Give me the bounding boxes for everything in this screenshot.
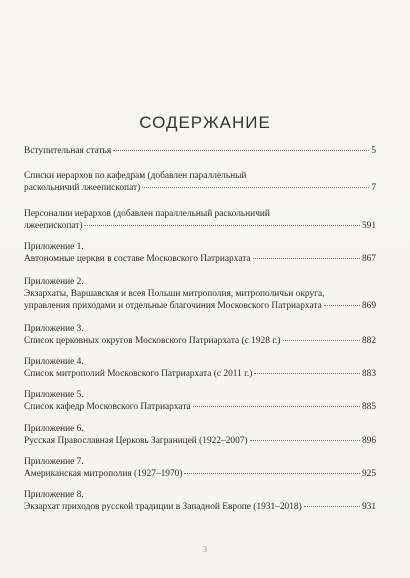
toc-entry-line: Приложение 1.: [24, 242, 84, 252]
leader-dots: [84, 225, 359, 226]
toc-entry: [24, 276, 376, 312]
toc-page-number: 885: [361, 402, 376, 412]
toc-entry-title: Экзархат приходов русской традиции в Западной Европе (1931–2018): [24, 502, 302, 512]
toc-entry-line: Приложение 7.: [24, 457, 84, 467]
toc-line: [24, 501, 376, 513]
toc-line: [24, 300, 376, 312]
toc-entry-line: Приложение 6.: [24, 424, 84, 434]
toc-entry-line: Персоналии иерархов (добавлен параллельный раскольничий: [24, 209, 270, 219]
toc-entry-title: Список митрополий Московского Патриархата (с 2011 г.): [24, 369, 253, 379]
toc-page-number: 882: [361, 336, 376, 346]
toc-line: [24, 368, 376, 380]
leader-dots: [253, 258, 360, 259]
toc-entry-title: Список кафедр Московского Патриархата: [24, 402, 191, 412]
toc-entry-title: управления приходами и отдельные благочиния Московского Патриархата: [24, 301, 322, 311]
toc-entry: [24, 489, 376, 513]
toc-entry-line: Приложение 2.: [24, 277, 84, 287]
leader-dots: [113, 150, 369, 151]
toc-entry-title: Список церковных округов Московского Патриархата (с 1928 г.): [24, 336, 281, 346]
toc-entry-title: Вступительная статья: [24, 146, 112, 156]
leader-dots: [250, 440, 360, 441]
toc-entry-line: Приложение 5.: [24, 390, 84, 400]
toc-entry-title: Автономные церкви в составе Московского Патриархата: [24, 254, 251, 264]
page-footer-number: 3: [203, 545, 207, 554]
toc-entry: [24, 241, 376, 265]
toc-line: [24, 253, 376, 265]
toc-line: [24, 468, 376, 480]
toc-entry: [24, 170, 376, 194]
toc-page-number: 5: [371, 146, 376, 156]
toc-line: [24, 435, 376, 447]
toc-page-number: 896: [361, 436, 376, 446]
toc-page-number: 867: [361, 254, 376, 264]
toc-entry-title: раскольничий лжеепископат): [24, 183, 141, 193]
toc-page-number: 869: [361, 301, 376, 311]
toc-entry-title: лжеепископат): [24, 221, 83, 231]
leader-dots: [142, 187, 369, 188]
toc-line: [24, 220, 376, 232]
toc-entry: [24, 145, 376, 157]
toc-page-number: 883: [361, 369, 376, 379]
leader-dots: [304, 506, 360, 507]
toc-page-number: 7: [371, 183, 376, 193]
toc-entry-line: Приложение 3.: [24, 324, 84, 334]
toc-entry-title: Американская митрополия (1927–1970): [24, 469, 183, 479]
leader-dots: [283, 340, 360, 341]
toc-line: [24, 182, 376, 194]
toc-line: [24, 335, 376, 347]
leader-dots: [254, 373, 360, 374]
leader-dots: [184, 473, 359, 474]
toc-entry: [24, 356, 376, 380]
toc-entry-title: Русская Православная Церковь Заграницей (1922–2007): [24, 436, 248, 446]
toc-entry: [24, 389, 376, 413]
toc-page-number: 931: [361, 502, 376, 512]
toc-entry: [24, 423, 376, 447]
toc-entry-line: Приложение 8.: [24, 490, 84, 500]
toc-line: [24, 145, 376, 157]
toc-page-number: 925: [361, 469, 376, 479]
toc-entry-line: Списки иерархов по кафедрам (добавлен параллельный: [24, 171, 247, 181]
toc-entry: [24, 456, 376, 480]
toc-entry-line: Экзархаты, Варшавская и всея Польши митрополия, митрополичьи округа,: [24, 289, 325, 299]
toc-entry: [24, 208, 376, 232]
toc-entry: [24, 323, 376, 347]
leader-dots: [324, 305, 360, 306]
toc-page-number: 591: [361, 221, 376, 231]
toc-entry-line: Приложение 4.: [24, 357, 84, 367]
leader-dots: [193, 406, 360, 407]
page-title: СОДЕРЖАНИЕ: [139, 113, 271, 132]
toc-line: [24, 401, 376, 413]
